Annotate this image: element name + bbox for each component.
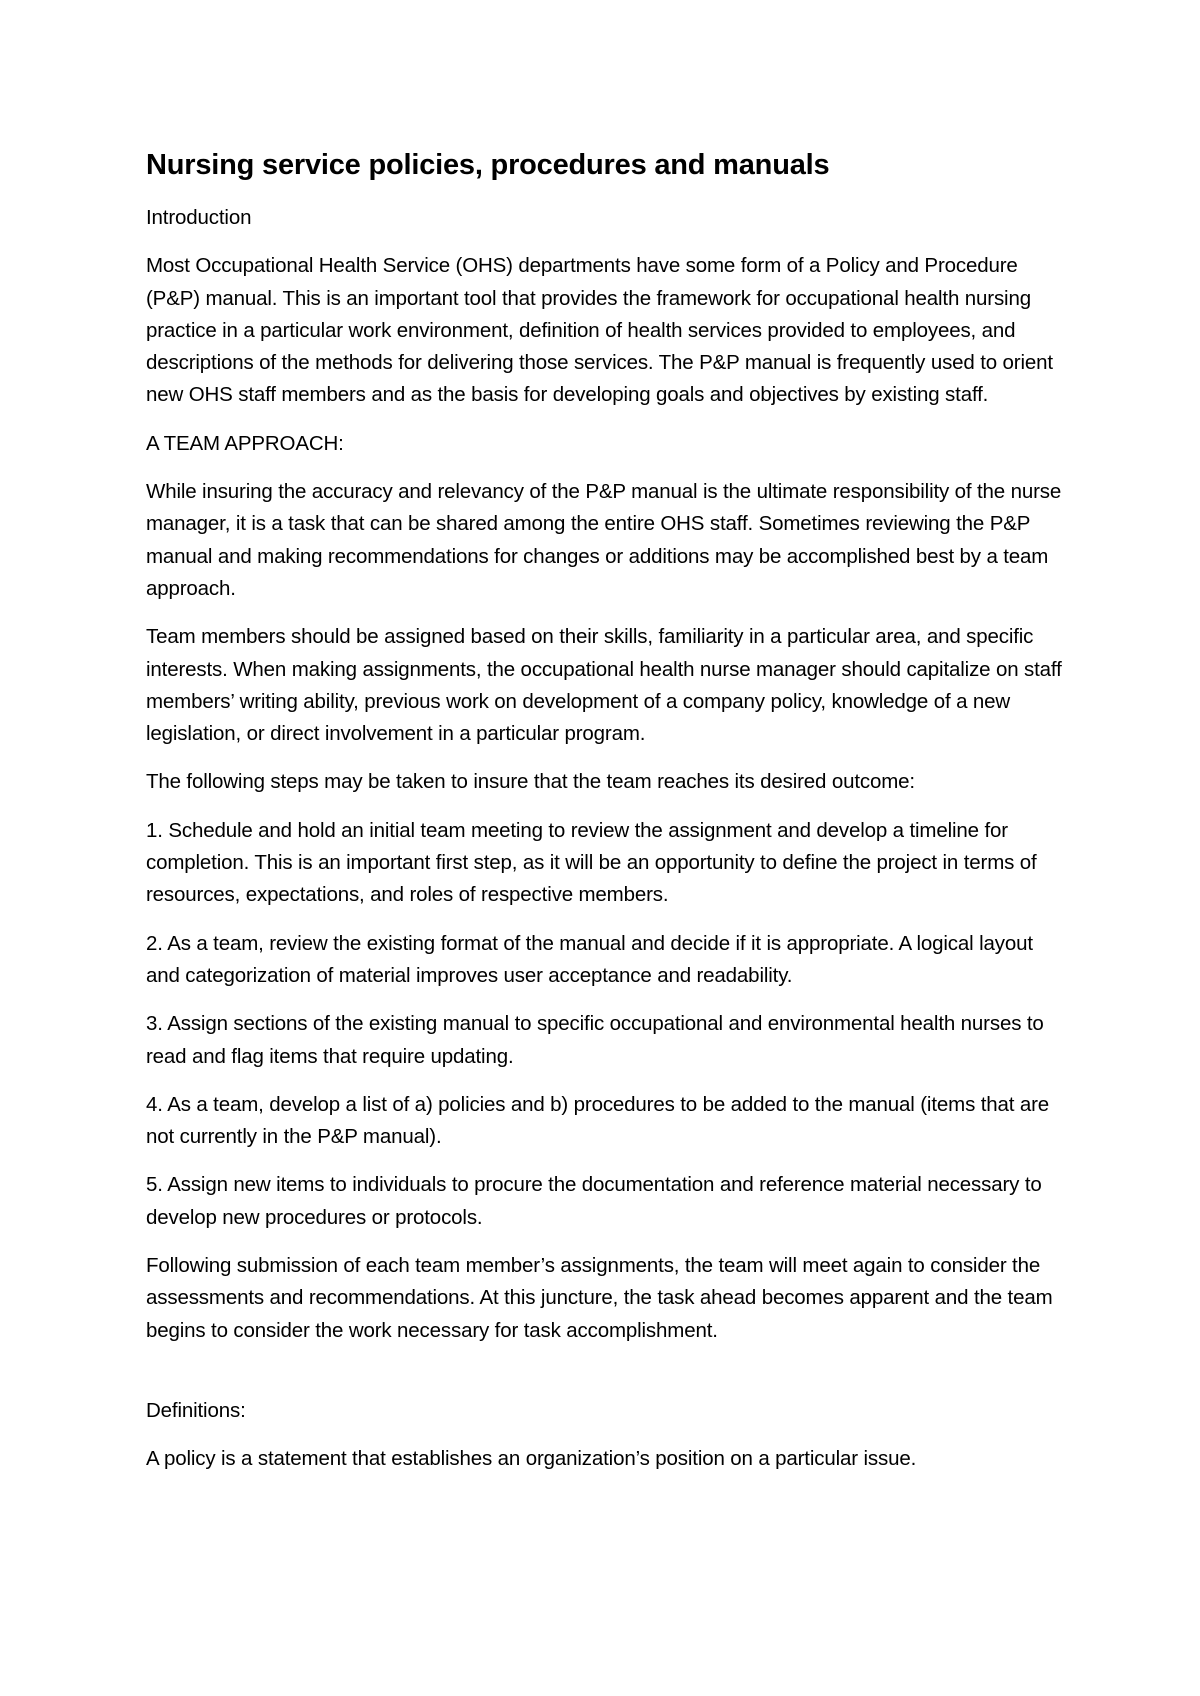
document-title: Nursing service policies, procedures and manuals — [146, 149, 830, 181]
step-item-4: 4. As a team, develop a list of a) policies and b) procedures to be added to the manual (items that are not currently in the P&P manual). — [146, 1092, 1050, 1149]
step-item-2: 2. As a team, review the existing format of the manual and decide if it is appropriate. A logical layout and categorization of material improves user acceptance and readability. — [146, 931, 1033, 987]
document-page — [146, 146, 1066, 1492]
step-item-5: 5. Assign new items to individuals to procure the documentation and reference material necessary to develop new procedures or protocols. — [146, 1173, 1042, 1229]
blank-line — [146, 1363, 1066, 1395]
step-item-3: 3. Assign sections of the existing manual to specific occupational and environmental health nurses to read and flag items that require updating. — [146, 1012, 1044, 1068]
team-paragraph-2: Team members should be assigned based on their skills, familiarity in a particular area, and specific interests. When making assignments, the occupational health nurse manager should capitalize on staff members’ writing ability, previous work on development of a company policy, knowledge of a new legislation, or direct involvement in a particular program. — [146, 625, 1062, 746]
steps-intro: The following steps may be taken to insure that the team reaches its desired outcome: — [146, 770, 915, 794]
team-paragraph-1: While insuring the accuracy and relevancy of the P&P manual is the ultimate responsibility of the nurse manager, it is a task that can be shared among the entire OHS staff. Sometimes reviewing the P&P manual and making recommendations for changes or additions may be accomplished best by a team approach. — [146, 480, 1062, 600]
following-paragraph: Following submission of each team member’s assignments, the team will meet again to consider the assessments and recommendations. At this juncture, the task ahead becomes apparent and the team begins to consider the work necessary for task accomplishment. — [146, 1254, 1053, 1342]
policy-definition: A policy is a statement that establishes an organization’s position on a particular issue. — [146, 1447, 917, 1471]
definitions-heading: Definitions: — [146, 1398, 246, 1422]
intro-paragraph: Most Occupational Health Service (OHS) departments have some form of a Policy and Procedure (P&P) manual. This is an important tool that provides the framework for occupational health nursing practice in a particular work environment, definition of health services provided to employees, and descriptions of the methods for delivering those services. The P&P manual is frequently used to orient new OHS staff members and as the basis for developing goals and objectives by existing staff. — [146, 254, 1053, 407]
step-item-1: 1. Schedule and hold an initial team meeting to review the assignment and develop a timeline for completion. This is an important first step, as it will be an opportunity to define the project in terms of resources, expectations, and roles of respective members. — [146, 818, 1037, 907]
introduction-heading: Introduction — [146, 206, 252, 229]
team-approach-heading: A TEAM APPROACH: — [146, 431, 344, 455]
